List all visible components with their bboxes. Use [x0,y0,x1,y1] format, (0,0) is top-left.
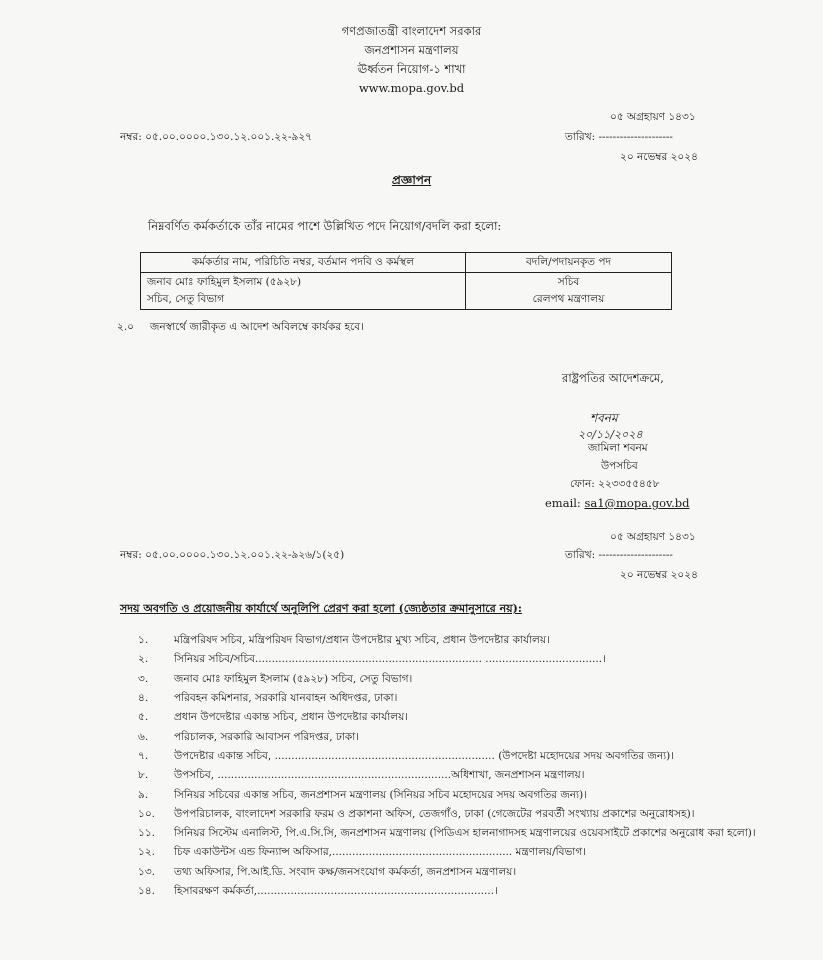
list-item-number: ৩. [138,672,149,685]
date-bengali: ০৫ অগ্রহায়ণ ১৪৩১ [610,111,696,123]
posting-table [140,252,672,310]
signatory-designation: উপসচিব [601,460,638,472]
list-item-text: সিনিয়র সচিবের একান্ত সচিব, জনপ্রশাসন মন্ত্রণালয় (সিনিয়র সচিব মহোদয়ের সদয় অবগতির জন্য)। [174,788,587,801]
email-label: email: [545,496,585,510]
branch-name: ঊর্ধ্বতন নিয়োগ-১ শাখা [357,62,466,76]
date-label-2: তারিখ: --------------------- [565,549,673,561]
officer-name: জনাব মোঃ ফাহিমুল ইসলাম (৫৯২৮) [147,276,302,288]
list-item [138,864,818,883]
list-item-text: সিনিয়র সচিব/সচিব.................................................................... ...................................। [174,653,606,666]
table-row [141,273,672,310]
email-link[interactable]: sa1@mopa.gov.bd [584,496,690,510]
para-text: জনস্বার্থে জারীকৃত এ আদেশ অবিলম্বে কার্যকর হবে। [150,321,364,333]
list-item-number: ৪. [138,692,149,705]
list-item-text: চিফ একাউন্টস এন্ড ফিন্যান্স অফিসার,...................................................... মন্ত্রণালয়/বিভাগ। [174,846,586,859]
handwritten-signature: শবনম [590,411,618,425]
list-item-text: পরিবহন কমিশনার, সরকারি যানবাহন অধিদপ্তর, ঢাকা। [174,692,398,705]
list-item [138,748,818,767]
list-item-number: ৯. [138,788,149,801]
list-item [138,825,818,844]
list-item-number: ৮. [138,769,149,782]
list-item-number: ৫. [138,711,149,724]
list-item [138,690,818,709]
list-item [138,767,818,786]
list-item-number: ৭. [138,749,149,762]
date-bengali-2: ০৫ অগ্রহায়ণ ১৪৩১ [610,531,696,543]
list-item [138,786,818,805]
list-item-text: উপদেষ্টার একান্ত সচিব, .................................................................. (উপদেষ্টা মহোদয়ের সদয় অবগতির জন্য)। [174,749,675,762]
signatory-name: জামিলা শবনম [588,442,648,454]
table-cell [141,273,466,310]
table-cell [466,273,672,310]
ministry-name: জনপ্রশাসন মন্ত্রণালয় [364,43,459,57]
list-item [138,728,818,747]
new-post: সচিব [557,276,580,288]
new-ministry: রেলপথ মন্ত্রণালয় [532,293,605,305]
page-title: প্রজ্ঞাপন [391,173,432,187]
date-english-2: ২০ নভেম্বর ২০২৪ [620,569,698,581]
govt-name: গণপ্রজাতন্ত্রী বাংলাদেশ সরকার [341,24,482,38]
para-number: ২.০ [117,321,134,333]
signatory-phone: ফোন: ২২৩৩৫৫৪৫৮ [570,478,660,490]
signatory-email-row [545,496,690,510]
list-item [138,651,818,670]
list-item-number: ১. [138,634,149,647]
distribution-list [138,632,818,902]
list-item-text: পরিচালক, সরকারি আবাসন পরিদপ্তর, ঢাকা। [174,730,359,743]
list-item-number: ১২. [138,846,155,859]
list-item [138,883,818,902]
list-item-number: ২. [138,653,149,666]
list-item-text: প্রধান উপদেষ্টার একান্ত সচিব, প্রধান উপদেষ্টার কার্যালয়। [174,711,409,724]
list-item-number: ১৪. [138,885,155,897]
list-item [138,709,818,728]
list-item-number: ৬. [138,730,149,743]
signature-date: ২০/১১/২০২৪ [578,428,643,441]
letterhead [0,22,823,98]
website: www.mopa.gov.bd [358,81,465,95]
intro-text: নিম্নবর্ণিত কর্মকর্তাকে তাঁর নামের পাশে উল্লিখিত পদে নিয়োগ/বদলি করা হলো: [148,219,502,233]
list-item [138,806,818,825]
presidential-order: রাষ্ট্রপতির আদেশক্রমে, [562,371,664,385]
list-item-text: সিনিয়র সিস্টেম এনালিস্ট, পি.এ.সি.সি, জনপ্রশাসন মন্ত্রণালয় (পিডিএস হালনাগাদসহ মন্ত্রণালয়ের ওয়েবসাইটে প্রকাশের অনুরোধ করা হলো)। [174,827,756,840]
list-item-text: মন্ত্রিপরিষদ সচিব, মন্ত্রিপরিষদ বিভাগ/প্রধান উপদেষ্টার মুখ্য সচিব, প্রধান উপদেষ্টার কার্যালয়। [174,634,550,647]
list-item-number: ১৩. [138,865,155,878]
memo-number-2: নম্বর: ০৫.০০.০০০০.১৩০.১২.০০১.২২-৯২৬/১(২৫) [120,549,345,561]
officer-current-post: সচিব, সেতু বিভাগ [147,293,225,305]
list-item [138,844,818,863]
date-english: ২০ নভেম্বর ২০২৪ [620,151,698,163]
list-item-number: ১০. [138,807,155,820]
list-item [138,632,818,651]
distribution-heading: সদয় অবগতি ও প্রয়োজনীয় কার্যার্থে অনুলিপি প্রেরণ করা হলো (জ্যেষ্ঠতার ক্রমানুসারে নয়): [120,602,522,615]
list-item-number: ১১. [138,827,155,840]
table-header: বদলি/পদায়নকৃত পদ [466,253,672,273]
memo-number: নম্বর: ০৫.০০.০০০০.১৩০.১২.০০১.২২-৯২৭ [120,131,312,143]
list-item-text: জনাব মোঃ ফাহিমুল ইসলাম (৫৯২৮) সচিব, সেতু বিভাগ। [174,672,413,685]
list-item-text: উপপরিচালক, বাংলাদেশ সরকারি ফরম ও প্রকাশনা অফিস, তেজগাঁও, ঢাকা (গেজেটের পরবর্তী সংখ্যায় প্রকাশের অনুরোধসহ)। [174,807,695,820]
table-header-row [141,253,672,273]
list-item-text: হিসাবরক্ষণ কর্মকর্তা,.......................................................................। [174,885,498,897]
list-item-text: তথ্য অফিসার, পি.আই.ডি. সংবাদ কক্ষ/জনসংযোগ কর্মকর্তা, জনপ্রশাসন মন্ত্রণালয়। [174,865,517,878]
table-header: কর্মকর্তার নাম, পরিচিতি নম্বর, বর্তমান পদবি ও কর্মস্থল [141,253,466,273]
list-item [138,671,818,690]
date-label: তারিখ: --------------------- [565,131,673,143]
list-item-text: উপসচিব, ......................................................................অধিশাখা, জনপ্রশাসন মন্ত্রণালয়। [174,769,585,782]
